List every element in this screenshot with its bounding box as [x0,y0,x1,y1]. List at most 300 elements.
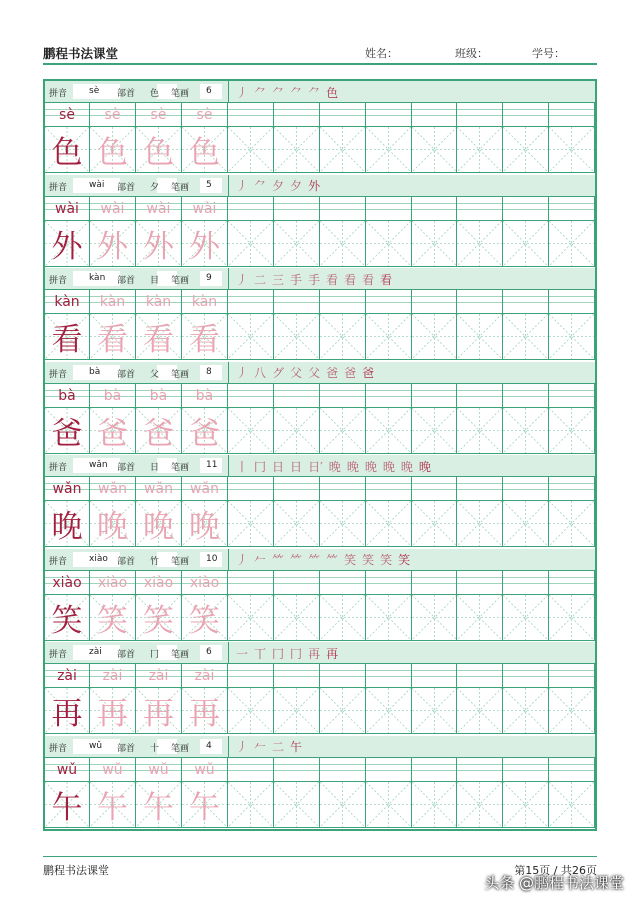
trace-character: 色 [189,135,220,171]
blank-pinyin-cell[interactable] [549,103,595,127]
blank-pinyin-cell[interactable] [366,477,412,501]
mi-zi-guides [457,127,502,172]
blank-pinyin-cell[interactable] [457,571,503,595]
pinyin-cell [45,384,90,408]
watermark: 头条 @鹏程书法课堂 [484,874,624,892]
pinyin-trace-cell [182,758,228,782]
pinyin-trace-cell [182,384,228,408]
pinyin-trace-cell [136,571,182,595]
blank-writing-cell[interactable] [503,127,549,173]
stroke-step: 夕 [272,179,285,193]
character-block [45,455,595,549]
blank-writing-cell[interactable] [320,595,366,641]
blank-pinyin-cell[interactable] [549,477,595,501]
pinyin-value: sè [89,86,100,96]
model-character-cell [45,314,90,360]
blank-writing-cell[interactable] [457,501,503,547]
mi-zi-guides [503,221,548,266]
blank-pinyin-cell[interactable] [228,758,274,782]
blank-pinyin-cell[interactable] [320,758,366,782]
mi-zi-guides [503,408,548,453]
blank-pinyin-cell[interactable] [412,571,458,595]
blank-writing-cell[interactable] [320,501,366,547]
radical-value: 父 [150,369,160,380]
mi-zi-guides [457,782,502,827]
blank-writing-cell[interactable] [274,221,320,267]
blank-writing-cell[interactable] [366,127,412,173]
radical-label: 部首 [117,556,136,567]
blank-pinyin-cell[interactable] [228,290,274,314]
blank-pinyin-cell[interactable] [412,758,458,782]
radical-label: 部首 [117,743,136,754]
blank-writing-cell[interactable] [366,501,412,547]
stroke-step: 再 [308,646,321,661]
blank-pinyin-cell[interactable] [228,571,274,595]
blank-pinyin-cell[interactable] [549,664,595,688]
stroke-step: 一 [236,646,249,661]
pinyin-text: zài [57,668,77,684]
strokes-label: 笔画 [171,556,190,567]
blank-writing-cell[interactable] [228,595,274,641]
blank-writing-cell[interactable] [320,408,366,454]
blank-pinyin-cell[interactable] [457,290,503,314]
blank-pinyin-cell[interactable] [320,477,366,501]
stroke-step: 笑 [398,553,411,567]
stroke-step: ⺈ [290,85,303,100]
mi-zi-guides [228,127,273,172]
trace-character: 爸 [97,415,128,452]
stroke-step: 晚 [346,459,359,474]
info-fields [45,642,229,663]
blank-writing-cell[interactable] [320,782,366,828]
blank-writing-cell[interactable] [274,408,320,454]
trace-character-cell [90,782,136,828]
mi-zi-guides [549,221,594,266]
stroke-step: 手 [308,272,321,287]
blank-pinyin-cell[interactable] [320,197,366,221]
blank-writing-cell[interactable] [503,595,549,641]
mi-zi-guides [503,314,548,359]
mi-zi-guides [320,221,365,266]
blank-pinyin-cell[interactable] [366,571,412,595]
info-fields [45,736,229,757]
model-character: 色 [51,135,83,171]
blank-pinyin-cell[interactable] [366,103,412,127]
blank-writing-cell[interactable] [457,782,503,828]
blank-writing-cell[interactable] [457,127,503,173]
blank-pinyin-cell[interactable] [366,664,412,688]
blank-pinyin-cell[interactable] [320,571,366,595]
pinyin-trace-text: wài [192,200,217,217]
trace-character-cell [182,408,228,454]
model-character-cell [45,501,90,547]
blank-writing-cell[interactable] [274,314,320,360]
mi-zi-guides [228,595,273,640]
blank-pinyin-cell[interactable] [503,664,549,688]
blank-pinyin-cell[interactable] [549,384,595,408]
blank-pinyin-cell[interactable] [503,103,549,127]
strokes-label: 笔画 [171,182,190,193]
practice-grid [45,290,595,360]
stroke-step: 爸 [362,366,375,380]
model-character-cell [45,408,90,454]
strokes-label: 笔画 [171,463,190,473]
stroke-step: 丨 [236,459,249,474]
trace-character: 外 [189,228,220,265]
pinyin-cell [45,571,90,595]
pinyin-trace-text: zài [102,668,123,684]
model-character: 晚 [51,509,83,545]
mi-zi-guides [320,501,365,546]
pinyin-trace-text: xiào [143,574,174,591]
pinyin-text: wài [55,200,79,217]
blank-pinyin-cell[interactable] [274,758,320,782]
trace-character: 笑 [97,602,128,639]
stroke-step: グ [272,366,285,380]
trace-character: 爸 [189,415,220,452]
info-fields [45,175,229,196]
pinyin-trace-cell [182,197,228,221]
pinyin-trace-cell [90,290,136,314]
pinyin-label: 拼音 [49,369,68,380]
blank-writing-cell[interactable] [274,782,320,828]
mi-zi-guides [503,127,548,172]
blank-writing-cell[interactable] [412,501,458,547]
blank-pinyin-cell[interactable] [320,290,366,314]
pinyin-trace-cell [136,384,182,408]
mi-zi-guides [549,127,594,172]
stroke-step: 午 [290,740,303,754]
mi-zi-guides [457,501,502,546]
trace-character: 色 [143,135,174,171]
info-row [45,642,595,664]
trace-character-cell [90,127,136,173]
pinyin-value: wài [89,179,105,190]
blank-writing-cell[interactable] [228,408,274,454]
info-row [45,81,595,103]
blank-writing-cell[interactable] [457,688,503,734]
blank-pinyin-cell[interactable] [412,664,458,688]
trace-character-cell [182,595,228,641]
blank-pinyin-cell[interactable] [457,477,503,501]
blank-writing-cell[interactable] [549,595,595,641]
model-character: 看 [51,322,83,358]
radical-label: 部首 [117,369,136,380]
pinyin-trace-text: zài [194,668,215,684]
blank-writing-cell[interactable] [274,688,320,734]
blank-pinyin-cell[interactable] [549,290,595,314]
blank-writing-cell[interactable] [274,127,320,173]
blank-writing-cell[interactable] [366,314,412,360]
trace-character: 晚 [189,509,220,545]
stroke-step: ⺈ [254,179,267,193]
pinyin-trace-text: zài [148,668,169,684]
blank-pinyin-cell[interactable] [366,290,412,314]
blank-pinyin-cell[interactable] [549,758,595,782]
pinyin-label: 拼音 [49,276,68,286]
blank-pinyin-cell[interactable] [366,197,412,221]
model-character-cell [45,127,90,173]
blank-pinyin-cell[interactable] [274,197,320,221]
blank-writing-cell[interactable] [320,127,366,173]
blank-writing-cell[interactable] [228,782,274,828]
blank-writing-cell[interactable] [412,595,458,641]
mi-zi-guides [412,314,457,359]
blank-writing-cell[interactable] [274,595,320,641]
radical-label: 部首 [117,182,136,193]
trace-character: 午 [143,789,174,826]
pinyin-trace-text: wài [100,200,125,217]
mi-zi-guides [412,501,457,546]
blank-writing-cell[interactable] [412,408,458,454]
blank-pinyin-cell[interactable] [412,290,458,314]
blank-pinyin-cell[interactable] [274,477,320,501]
blank-pinyin-cell[interactable] [457,384,503,408]
blank-pinyin-cell[interactable] [366,758,412,782]
stroke-step: 爸 [326,366,339,380]
info-row [45,549,595,571]
blank-writing-cell[interactable] [457,408,503,454]
blank-pinyin-cell[interactable] [366,384,412,408]
trace-character: 外 [97,228,128,265]
pinyin-trace-cell [136,103,182,127]
blank-pinyin-cell[interactable] [320,103,366,127]
blank-writing-cell[interactable] [412,127,458,173]
info-fields [45,549,229,570]
blank-writing-cell[interactable] [320,688,366,734]
blank-writing-cell[interactable] [228,314,274,360]
blank-writing-cell[interactable] [549,688,595,734]
blank-pinyin-cell[interactable] [412,477,458,501]
mi-zi-guides [457,408,502,453]
trace-character: 晚 [143,509,174,545]
mi-zi-guides [366,127,411,172]
trace-character-cell [182,688,228,734]
blank-pinyin-cell[interactable] [274,290,320,314]
radical-value: 十 [150,743,160,754]
blank-writing-cell[interactable] [549,221,595,267]
pinyin-trace-cell [136,290,182,314]
blank-writing-cell[interactable] [412,688,458,734]
trace-character-cell [136,595,182,641]
radical-label: 部首 [117,463,136,473]
info-fields [45,268,229,289]
trace-character: 外 [143,228,174,265]
blank-writing-cell[interactable] [503,221,549,267]
blank-pinyin-cell[interactable] [457,103,503,127]
mi-zi-guides [549,688,594,733]
blank-writing-cell[interactable] [549,314,595,360]
blank-writing-cell[interactable] [503,314,549,360]
blank-writing-cell[interactable] [412,314,458,360]
mi-zi-guides [457,595,502,640]
stroke-step: 看 [326,272,339,287]
pinyin-text: wǎn [52,481,82,497]
stroke-step: 三 [272,272,285,287]
blank-pinyin-cell[interactable] [412,384,458,408]
stroke-step: 丿 [236,553,249,567]
stroke-count-value: 9 [206,273,212,283]
blank-writing-cell[interactable] [366,595,412,641]
character-block [45,362,595,456]
blank-pinyin-cell[interactable] [228,197,274,221]
stroke-order-sequence [236,457,431,475]
stroke-step: ⺮ [290,553,303,567]
stroke-count-value: 6 [206,86,212,96]
stroke-count-value: 10 [206,553,218,564]
pinyin-trace-text: wǎn [190,481,219,497]
stroke-step: 冂 [254,459,267,474]
trace-character: 再 [97,696,128,732]
pinyin-trace-text: kàn [99,294,126,310]
blank-writing-cell[interactable] [549,782,595,828]
blank-writing-cell[interactable] [457,221,503,267]
name-label: 姓名： [365,47,398,60]
blank-pinyin-cell[interactable] [412,197,458,221]
blank-writing-cell[interactable] [320,314,366,360]
pinyin-text: wǔ [56,761,78,778]
blank-writing-cell[interactable] [457,314,503,360]
stroke-step: 日′ [308,459,323,474]
blank-writing-cell[interactable] [274,501,320,547]
stroke-step: 再 [326,646,339,661]
blank-pinyin-cell[interactable] [549,197,595,221]
pinyin-trace-text: sè [104,107,121,123]
stroke-step: 父 [290,366,303,380]
radical-value: 目 [150,276,160,286]
pinyin-trace-text: xiào [97,574,128,591]
stroke-step: ⺈ [254,85,267,100]
model-character: 爸 [51,415,83,452]
practice-grid [45,197,595,267]
info-fields [45,81,229,102]
blank-writing-cell[interactable] [503,501,549,547]
mi-zi-guides [228,782,273,827]
stroke-count-value: 5 [206,179,212,190]
stroke-step: 丿 [236,179,249,193]
pinyin-cell [45,477,90,501]
blank-writing-cell[interactable] [412,782,458,828]
page-header [43,44,597,62]
mi-zi-guides [457,221,502,266]
stroke-step: 丅 [254,646,267,661]
blank-pinyin-cell[interactable] [274,571,320,595]
radical-value: 日 [150,463,160,473]
blank-writing-cell[interactable] [549,501,595,547]
pinyin-trace-cell [182,103,228,127]
stroke-step: 笑 [362,553,375,567]
radical-value: 夕 [150,182,160,193]
blank-writing-cell[interactable] [320,221,366,267]
model-character-cell [45,688,90,734]
blank-writing-cell[interactable] [503,782,549,828]
blank-pinyin-cell[interactable] [503,477,549,501]
pinyin-trace-cell [182,664,228,688]
stroke-order-sequence [236,177,320,195]
blank-pinyin-cell[interactable] [274,664,320,688]
practice-grid [45,384,595,454]
character-block [45,268,595,362]
blank-writing-cell[interactable] [366,688,412,734]
stroke-order-sequence [236,364,374,382]
blank-pinyin-cell[interactable] [228,384,274,408]
pinyin-label: 拼音 [49,182,68,193]
blank-pinyin-cell[interactable] [503,384,549,408]
stroke-step: ⺮ [308,553,321,567]
stroke-step: 晚 [382,459,395,474]
blank-writing-cell[interactable] [366,782,412,828]
blank-writing-cell[interactable] [549,127,595,173]
blank-writing-cell[interactable] [457,595,503,641]
blank-writing-cell[interactable] [549,408,595,454]
blank-writing-cell[interactable] [228,688,274,734]
blank-writing-cell[interactable] [228,221,274,267]
info-row [45,175,595,197]
mi-zi-guides [549,501,594,546]
blank-pinyin-cell[interactable] [549,571,595,595]
blank-pinyin-cell[interactable] [320,384,366,408]
trace-character: 再 [189,696,220,732]
blank-pinyin-cell[interactable] [457,197,503,221]
footer-divider [43,856,597,857]
blank-writing-cell[interactable] [366,408,412,454]
blank-pinyin-cell[interactable] [503,758,549,782]
trace-character-cell [136,221,182,267]
trace-character: 看 [189,322,220,358]
blank-pinyin-cell[interactable] [228,103,274,127]
pinyin-trace-cell [90,197,136,221]
blank-writing-cell[interactable] [412,221,458,267]
blank-writing-cell[interactable] [503,408,549,454]
blank-pinyin-cell[interactable] [228,477,274,501]
blank-pinyin-cell[interactable] [503,571,549,595]
pinyin-text: xiào [52,574,82,591]
mi-zi-guides [228,314,273,359]
blank-pinyin-cell[interactable] [228,664,274,688]
trace-character-cell [136,688,182,734]
stroke-order-sequence [236,738,302,756]
stroke-step: ⺈ [308,85,321,100]
blank-pinyin-cell[interactable] [503,290,549,314]
pinyin-trace-cell [90,477,136,501]
blank-pinyin-cell[interactable] [457,758,503,782]
blank-writing-cell[interactable] [228,501,274,547]
stroke-step: 手 [290,272,303,287]
pinyin-trace-text: sè [150,107,167,123]
model-character: 午 [51,789,83,826]
pinyin-cell [45,664,90,688]
trace-character-cell [136,127,182,173]
mi-zi-guides [320,127,365,172]
blank-pinyin-cell[interactable] [457,664,503,688]
stroke-step: 父 [308,366,321,380]
trace-character-cell [90,221,136,267]
blank-writing-cell[interactable] [503,688,549,734]
info-fields [45,455,229,476]
blank-pinyin-cell[interactable] [320,664,366,688]
blank-pinyin-cell[interactable] [274,103,320,127]
mi-zi-guides [549,408,594,453]
pinyin-text: kàn [54,294,80,310]
blank-writing-cell[interactable] [228,127,274,173]
model-character: 外 [51,228,83,265]
blank-pinyin-cell[interactable] [503,197,549,221]
blank-pinyin-cell[interactable] [412,103,458,127]
blank-writing-cell[interactable] [366,221,412,267]
blank-pinyin-cell[interactable] [274,384,320,408]
mi-zi-guides [412,782,457,827]
strokes-label: 笔画 [171,89,190,99]
